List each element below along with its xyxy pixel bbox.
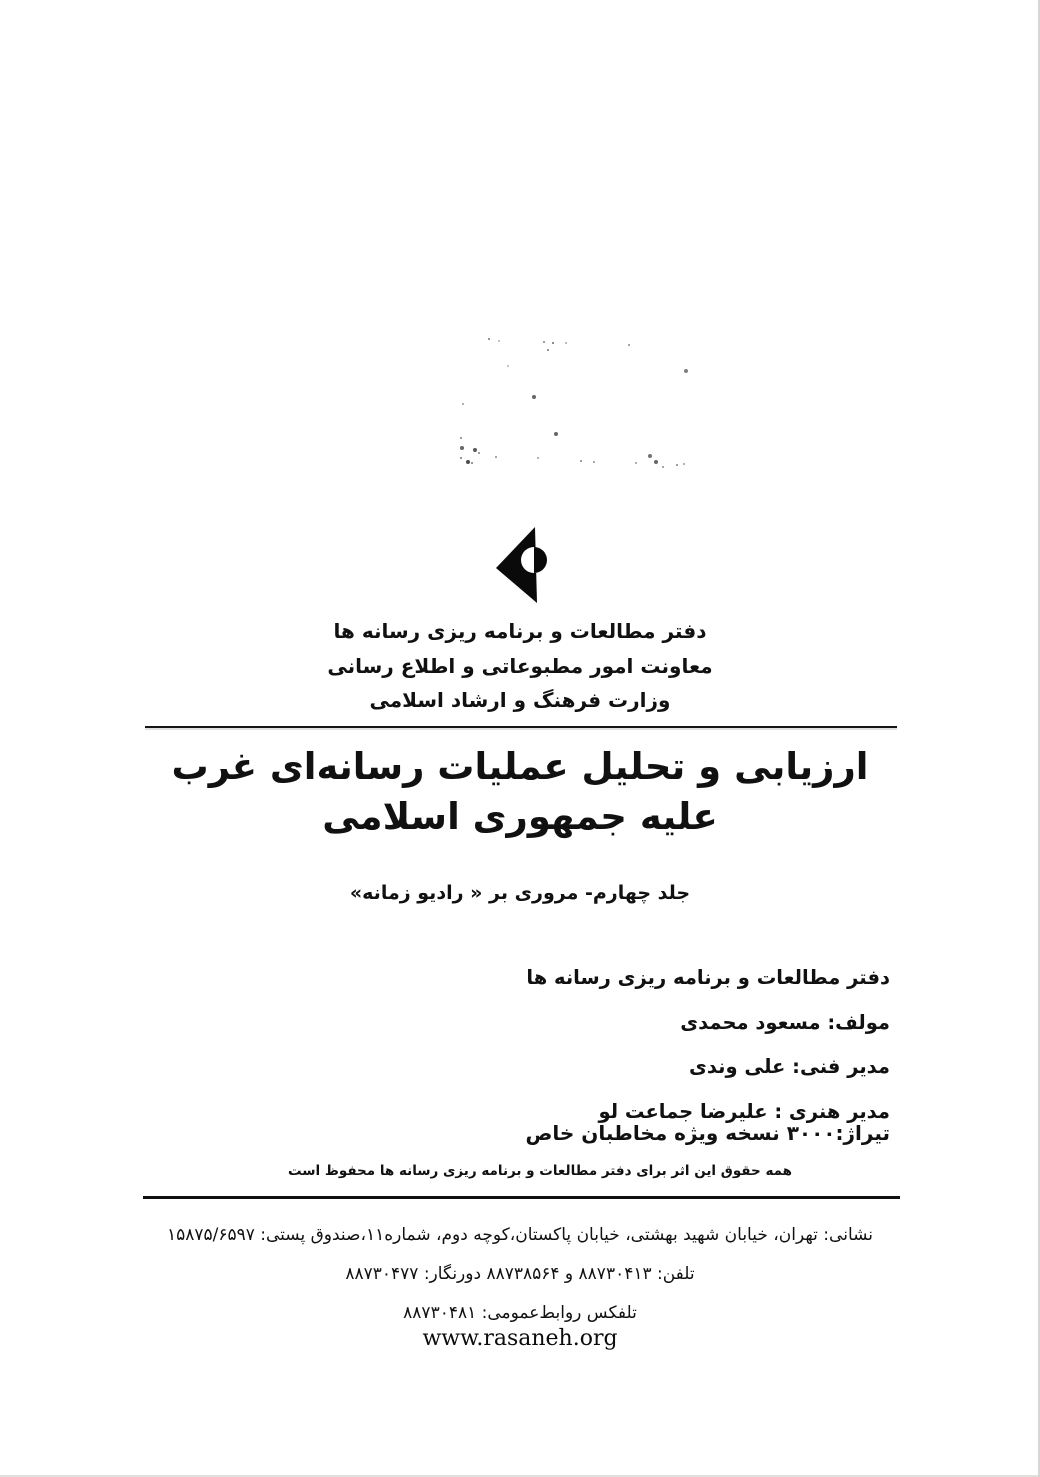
website-url: www.rasaneh.org: [422, 1326, 618, 1351]
contact-block: [0, 1216, 1040, 1333]
horizontal-rule-bottom: [143, 1196, 900, 1199]
circulation-line: تیراژ:۳۰۰۰ نسخه ویژه مخاطبان خاص: [525, 1121, 890, 1145]
credits-art-director: مدیر هنری : علیرضا جماعت لو: [598, 1099, 890, 1123]
credits-publisher: دفتر مطالعات و برنامه ریزی رسانه ها: [526, 966, 890, 989]
book-title-line2: علیه جمهوری اسلامی: [322, 795, 718, 838]
credits-block: [526, 956, 890, 1134]
credits-technical-manager: مدیر فنی: علی وندی: [689, 1055, 890, 1078]
volume-subtitle: جلد چهارم- مروری بر « رادیو زمانه»: [349, 882, 691, 904]
publisher-line-office: دفتر مطالعات و برنامه ریزی رسانه ها: [333, 619, 707, 643]
book-title: [0, 742, 1040, 842]
copyright-note: همه حقوق این اثر برای دفتر مطالعات و برنامه ریزی رسانه ها محفوظ است: [287, 1163, 793, 1179]
publisher-line-ministry: وزارت فرهنگ و ارشاد اسلامی: [369, 688, 671, 712]
scan-noise-speckles: [488, 338, 490, 340]
publisher-logo-icon: [488, 516, 548, 608]
horizontal-rule-top: [145, 726, 897, 728]
contact-phones: تلفن: ۸۸۷۳۰۴۱۳ و ۸۸۷۳۸۵۶۴ دورنگار: ۸۸۷۳۰۴۷۷: [345, 1264, 695, 1284]
publisher-block: [0, 614, 1040, 718]
contact-telefax: تلفکس روابط‌عمومی: ۸۸۷۳۰۴۸۱: [403, 1303, 637, 1323]
credits-author: مولف: مسعود محمدی: [680, 1010, 890, 1034]
publisher-line-deputy: معاونت امور مطبوعاتی و اطلاع رسانی: [327, 653, 713, 678]
book-title-line1: ارزیابی و تحلیل عملیات رسانه‌ای غرب: [171, 745, 869, 788]
contact-address: نشانی: تهران، خیابان شهید بهشتی، خیابان پاکستان،کوچه دوم، شماره۱۱،صندوق پستی: ۱۵۸۷۵/۶۵۹۷: [166, 1225, 874, 1245]
